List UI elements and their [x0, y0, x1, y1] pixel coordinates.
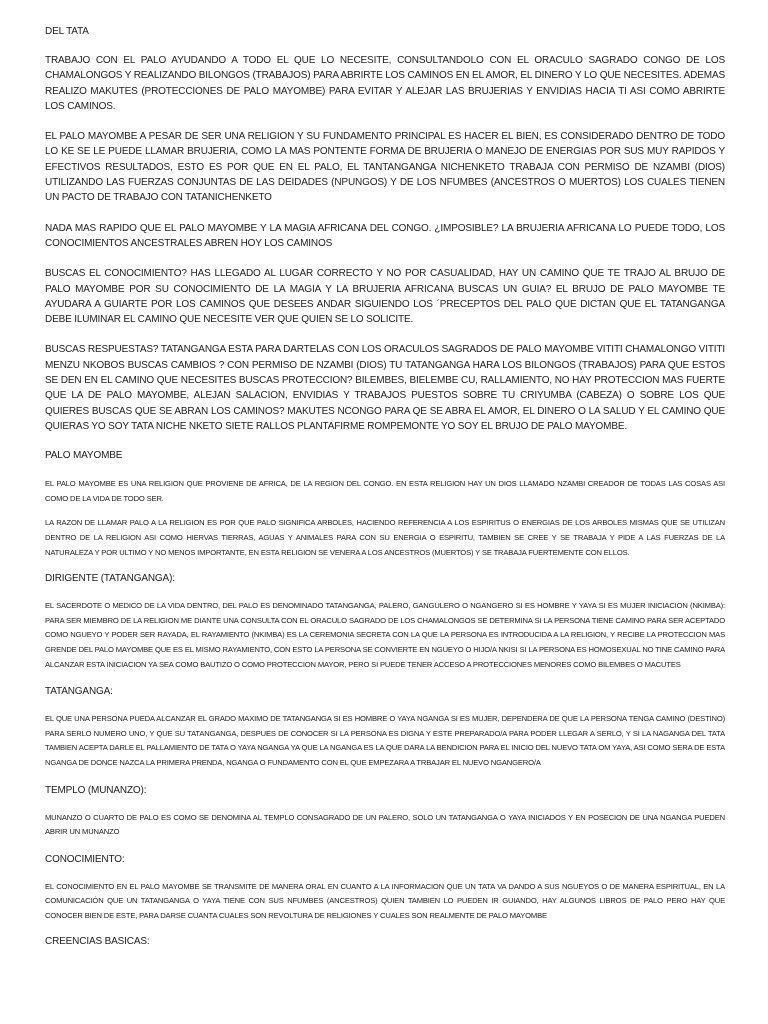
document-page	[45, 24, 725, 949]
intro-paragraph-4: BUSCAS EL CONOCIMIENTO? HAS LLEGADO AL LUGAR CORRECTO Y NO POR CASUALIDAD, HAY UN CAMINO QUE TE TRAJO AL BRUJO DE PALO MAYOMBE POR SU CONOCIMIENTO DE LA MAGIA Y LA BRUJERIA AFRICANA BUSCAS UN GUIA? EL BRUJO DE PALO MAYOMBE TE AYUDARA A GUIARTE POR LOS CAMINOS QUE DESEES ANDAR SIGUIENDO LOS ´PRECEPTOS DEL PALO QUE DICTAN QUE EL TATANGANGA DEBE ILUMINAR EL CAMINO QUE NECESITE VER QUE QUIEN SE LO SOLICITE.	[45, 268, 725, 326]
section-heading-creencias: CREENCIAS BASICAS:	[45, 935, 150, 947]
section-paragraph: EL QUE UNA PERSONA PUEDA ALCANZAR EL GRADO MAXIMO DE TATANGANGA SI ES HOMBRE O YAYA NGANGA SI ES MUJER, DEPENDERA DE QUE LA PERSONA TENGA CAMINO (DESTINO) PARA SERLO NUMERO UNO, Y QUE SU TATANGANGA, DESPUES DE CONOCER SI LA PERSONA ES DIGNA Y ESTE PREPARADO/A PARA PODER LLEGAR A SERLO, Y SI LA NAGANGA DEL TATA TAMBIEN ACEPTA DARLE EL PALLAMIENTO DE TATA O YAYA NGANGA YA QUE LA NGANGA ES LA QUE DARA LA BENDICION PARA EL INICIO DEL NUEVO TATA OM YAYA, ASI COMO SERA DE ESTA NGANGA DE DONCE NAZCA LA PRIMERA PRENDA, NGANGA O FUNDAMENTO CON EL QUE EMPEZARA A TRBAJAR EL NUEVO NGANGERO/A	[45, 714, 725, 767]
document-title: DEL TATA	[45, 26, 89, 37]
section-paragraph: EL PALO MAYOMBE ES UNA RELIGION QUE PROVIENE DE AFRICA, DE LA REGION DEL CONGO. EN ESTA RELIGION HAY UN DIOS LLAMADO NZAMBI CREADOR DE TODAS LAS COSAS ASI COMO DE LA VIDA DE TODO SER.	[45, 479, 725, 503]
intro-paragraph-1: TRABAJO CON EL PALO AYUDANDO A TODO EL QUE LO NECESITE, CONSULTANDOLO CON EL ORACULO SAGRADO CONGO DE LOS CHAMALONGOS Y REALIZANDO BILONGOS (TRABAJOS) PARA ABRIRTE LOS CAMINOS EN EL AMOR, EL DINERO Y LO QUE NECESITES. ADEMAS REALIZO MAKUTES (PROTECCIONES DE PALO MAYOMBE) PARA EVITAR Y ALEJAR LAS BRUJERIAS Y ENVIDIAS HACIA TI ASI COMO ABRIRTE LOS CAMINOS.	[45, 55, 725, 112]
section-paragraph: LA RAZON DE LLAMAR PALO A LA RELIGION ES POR QUE PALO SIGNIFICA ARBOLES, HACIENDO REFERENCIA A LOS ESPIRITUS O ENERGIAS DE LOS ARBOLES MISMAS QUE SE UTILIZAN DENTRO DE LA RELIGION ASI COMO HIERVAS TIERRAS, AGUAS Y ANIMALES PARA CON SU ENERGIA O ESPIRITU, TAMBIEN SE CREE Y SE TRABAJA Y PIDE A LAS FUERZAS DE LA NATURALEZA Y POR ULTIMO Y NO MENOS IMPORTANTE, EN ESTA RELIGION SE VENERA A LOS ANCESTROS (MUERTOS) Y SE TRABAJA FUERTEMENTE CON ELLOS.	[45, 518, 725, 557]
section-paragraph: MUNANZO O CUARTO DE PALO ES COMO SE DENOMINA AL TEMPLO CONSAGRADO DE UN PALERO, SOLO UN TATANGANGA O YAYA INICIADOS Y EN POSECION DE UNA NGANGA PUEDEN ABRIR UN MUNANZO	[45, 812, 725, 837]
intro-paragraph-5: BUSCAS RESPUESTAS? TATANGANGA ESTA PARA DARTELAS CON LOS ORACULOS SAGRADOS DE PALO MAYOMBE VITITI CHAMALONGO VITITI MENZU NKOBOS BUSCAS CAMBIOS ? CON PERMISO DE NZAMBI (DIOS) TU TATANGANGA HARA LOS BILONGOS (TRABAJOS) PARA QUE ESTOS SE DEN EN EL CAMINO QUE NECESITES BUSCAS PROTECCION? BILEMBES, BIELEMBE CU, RALLAMIENTO, NO HAY PROTECCION MAS FUERTE QUE LA DE PALO MAYOMBE, ALEJAN SALACION, ENVIDIAS Y TRABAJOS PUESTOS SOBRE TU CRIYUMBA (CABEZA) O SOBRE LOS QUE QUIERES BUSCAS QUE SE ABRAN LOS CAMINOS? MAKUTES NCONGO PARA QE SE ABRA EL AMOR, EL DINERO O LA SALUD Y EL CAMINO QUE QUIERAS YO SOY TATA NICHE NKETO SIETE RALLOS PLANTAFIRME ROMPEMONTE YO SOY EL BRUJO DE PALO MAYOMBE.	[45, 344, 725, 432]
section-paragraph: EL SACERDOTE O MEDICO DE LA VIDA DENTRO, DEL PALO ES DENOMINADO TATANGANGA, PALERO, GANGULERO O NGANGERO SI ES HOMBRE Y YAYA SI ES MUJER INICIACION (NKIMBA): PARA SER MIEMBRO DE LA RELIGION ME DIANTE UNA CONSULTA CON EL ORACULO SAGRADO DE LOS CHAMALONGOS SE DETERMINA SI LA PERSONA TIENE CAMINO PARA SER ACEPTADO COMO NGUEYO Y PODER SER RAYADA, EL RAYAMIENTO (NKIMBA) ES LA CEREMONIA SECRETA CON LA QUE LA PERSONA ES INTRODUCIDA A LA RELIGION, Y RECIBE LA PROTECCION MAS GRENDE DEL PALO MAYOMBE QUE ES EL MISMO RAYAMIENTO, CON ESTO LA PERSONA SE CONVIERTE EN NGUEYO O HIJO/A NKISI SI LA PERSONA ES HOMOSEXUAL NO TINE CAMINO PARA ALCANZAR ESTA INICIACION YA SEA COMO BAUTIZO O COMO PROTECCION MAYOR, PERO SI PUEDE TENER ACCESO A PROTECCIONES MENORES COMO BILEMBES O MACUTES	[45, 601, 725, 669]
section-heading-dirigente: DIRIGENTE (TATANGANGA):	[45, 573, 175, 585]
intro-paragraph-2: EL PALO MAYOMBE A PESAR DE SER UNA RELIGION Y SU FUNDAMENTO PRINCIPAL ES HACER EL BIEN, ES CONSIDERADO DENTRO DE TODO LO KE SE LE PUEDE LLAMAR BRUJERIA, COMO LA MAS PONTENTE FORMA DE BRUJERIA O MANEJO DE ENERGIAS POR SUS MUY RAPIDOS Y EFECTIVOS RESULTADOS, ESTO ES POR QUE EN EL PALO, EL TANTANGANGA NICHENKETO TRABAJA CON PERMISO DE NZAMBI (DIOS) UTILIZANDO LAS FUERZAS CONJUNTAS DE LAS DEIDADES (NPUNGOS) Y DE LOS NFUMBES (ANCESTROS O MUERTOS) LOS CUALES TIENEN UN PACTO DE TRABAJO CON TATANICHENKETO	[45, 131, 725, 204]
section-heading-conocimiento: CONOCIMIENTO:	[45, 853, 125, 865]
intro-paragraph-3: NADA MAS RAPIDO QUE EL PALO MAYOMBE Y LA MAGIA AFRICANA DEL CONGO. ¿IMPOSIBLE? LA BRUJERIA AFRICANA LO PUEDE TODO, LOS CONOCIMIENTOS ANCESTRALES ABREN HOY LOS CAMINOS	[45, 222, 725, 249]
section-heading-palo-mayombe: PALO MAYOMBE	[45, 450, 123, 462]
section-heading-tatanganga: TATANGANGA:	[45, 686, 113, 698]
section-heading-templo: TEMPLO (MUNANZO):	[45, 784, 147, 796]
section-paragraph: EL CONOCIMIENTO EN EL PALO MAYOMBE SE TRANSMITE DE MANERA ORAL EN CUANTO A LA INFORMACION QUE UN TATA VA DANDO A SUS NGUEYOS O DE MANERA ESPIRITUAL, EN LA COMUNICACIÓN QUE UN TATANGANGA O YAYA TIENE CON SUS NFUMBES (ANCESTROS) QUIEN TAMBIEN LO PUEDEN IR GUIANDO, HAY ALGUNOS LIBROS DE PALO PERO HAY QUE CONOCER BIEN DE ESTE, PARA DARSE CUANTA CUALES SON REVOLTURA DE RELIGIONES Y CUALES SON REALMENTE DE PALO MAYOMBE	[45, 881, 725, 920]
